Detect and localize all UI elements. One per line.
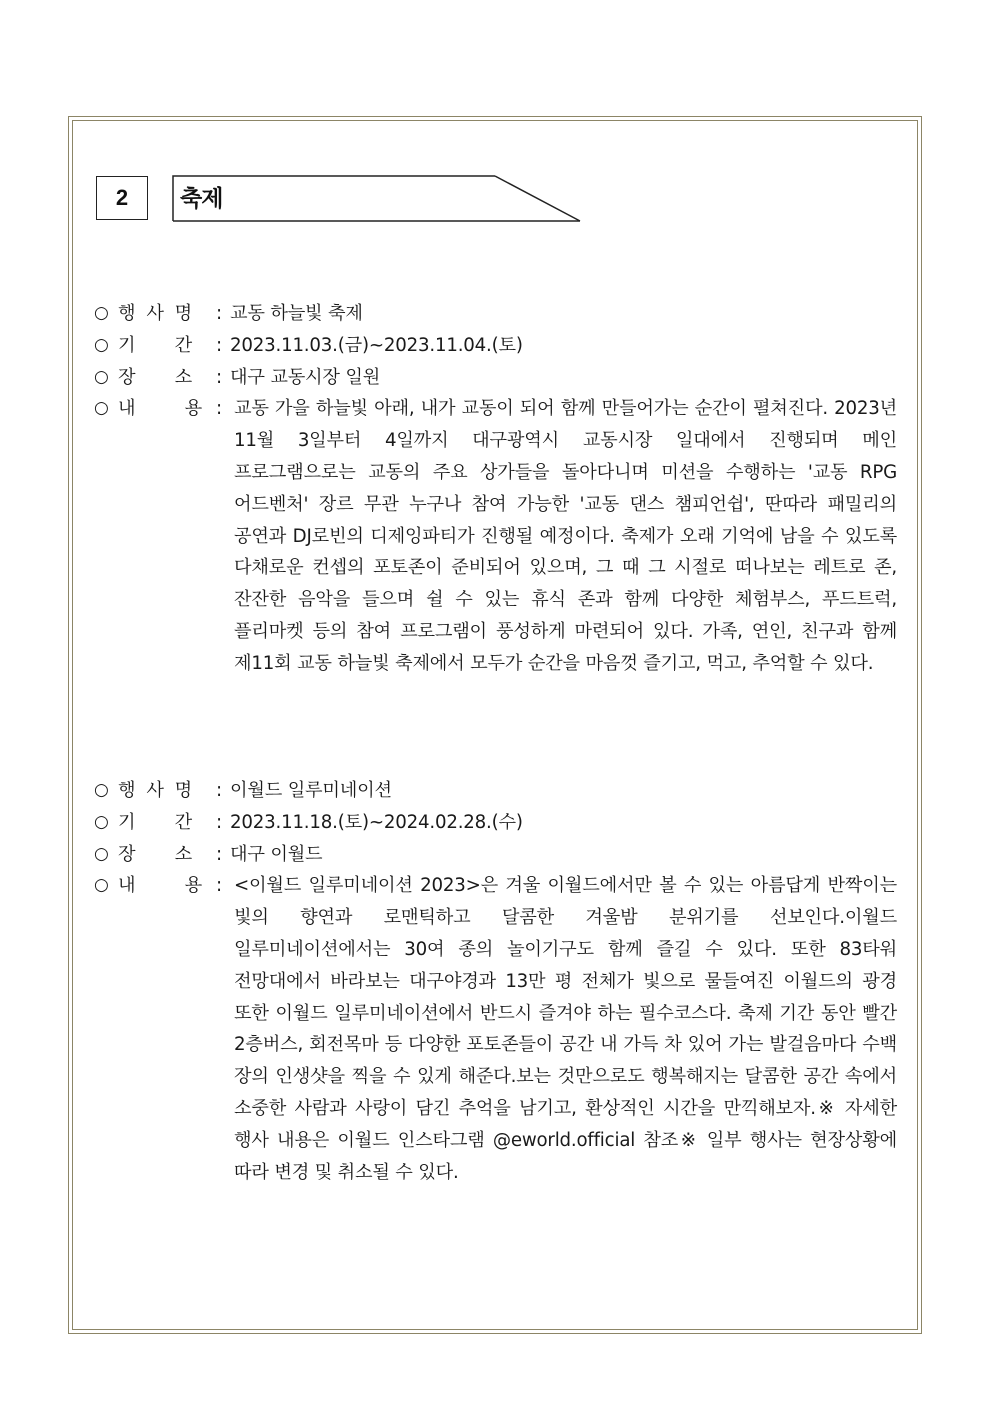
bullet-icon: ○: [94, 811, 109, 832]
label-place: [118, 362, 230, 394]
label-char: 장: [118, 843, 136, 865]
event-place: 대구 교동시장 일원: [230, 366, 381, 388]
label-char: 명: [174, 303, 192, 324]
label-content: [118, 870, 230, 902]
section-title-banner: [172, 175, 582, 223]
bullet-icon: ○: [94, 875, 109, 896]
label-colon: :: [216, 303, 222, 324]
event-content-row: [94, 393, 897, 679]
label-char: 용: [184, 398, 202, 420]
section-number: 2: [115, 185, 129, 210]
label-name: [118, 298, 230, 330]
label-char: 행: [118, 780, 136, 801]
label-char: 소: [174, 843, 192, 865]
label-char: 행: [118, 303, 136, 324]
event-name: 교동 하늘빛 축제: [230, 303, 363, 324]
label-char: 장: [118, 366, 136, 388]
event-period: 2023.11.18.(토)~2024.02.28.(수): [230, 811, 523, 833]
bullet-icon: ○: [94, 780, 109, 800]
event-name: 이월드 일루미네이션: [230, 780, 392, 801]
label-name: [118, 775, 230, 807]
bullet-icon: ○: [94, 334, 109, 355]
event-content-row: [94, 870, 897, 1188]
label-char: 사: [146, 303, 164, 324]
label-char: 내: [118, 875, 136, 897]
label-colon: :: [216, 334, 222, 356]
label-place: [118, 839, 230, 871]
label-char: 용: [184, 875, 202, 897]
event-place-row: [94, 362, 897, 394]
label-period: [118, 807, 230, 839]
section-title: 축제: [180, 186, 223, 212]
label-char: 내: [118, 398, 136, 420]
label-char: 간: [174, 334, 192, 356]
label-period: [118, 330, 230, 362]
event-block-1: [94, 298, 897, 680]
event-content: 교동 가을 하늘빛 아래, 내가 교동이 되어 함께 만들어가는 순간이 펼쳐진다. 2023년 11월 3일부터 4일까지 대구광역시 교동시장 일대에서 진행되며 메인 프로그램으로는 교동의 주요 상가들을 돌아다니며 미션을 수행하는 '교동 RPG 어드벤처' 장르 무관 누구나 참여 가능한 '교동 댄스 챔피언쉽', 딴따라 패밀리의 공연과 DJ로빈의 디제잉파티가 진행될 예정이다. 축제가 오래 기억에 남을 수 있도록 다채로운 컨셉의 포토존이 준비되어 있으며, 그 때 그 시절로 떠나보는 레트로 존, 잔잔한 음악을 들으며 쉴 수 있는 휴식 존과 함께 다양한 체험부스, 푸드트럭, 플리마켓 등의 참여 프로그램이 풍성하게 마련되어 있다. 가족, 연인, 친구과 함께 제11회 교동 하늘빛 축제에서 모두가 순간을 마음껏 즐기고, 먹고, 추억할 수 있다.: [234, 398, 897, 674]
event-period-row: [94, 807, 897, 839]
label-colon: :: [216, 811, 222, 833]
bullet-icon: ○: [94, 366, 109, 387]
event-period-row: [94, 330, 897, 362]
event-place: 대구 이월드: [230, 843, 323, 865]
bullet-icon: ○: [94, 303, 109, 323]
label-colon: :: [216, 366, 222, 388]
section-number-box: [96, 176, 148, 220]
label-char: 기: [118, 811, 136, 833]
label-char: 사: [146, 780, 164, 801]
label-colon: :: [216, 843, 222, 865]
label-char: 소: [174, 366, 192, 388]
label-colon: :: [216, 398, 222, 420]
label-colon: :: [216, 780, 222, 801]
label-char: 기: [118, 334, 136, 356]
label-char: 간: [174, 811, 192, 833]
label-content: [118, 393, 230, 425]
event-name-row: [94, 775, 897, 807]
event-period: 2023.11.03.(금)~2023.11.04.(토): [230, 334, 523, 356]
event-block-2: [94, 775, 897, 1188]
bullet-icon: ○: [94, 843, 109, 864]
event-place-row: [94, 839, 897, 871]
bullet-icon: ○: [94, 398, 109, 419]
label-colon: :: [216, 875, 222, 897]
label-char: 명: [174, 780, 192, 801]
event-content: <이월드 일루미네이션 2023>은 겨울 이월드에서만 볼 수 있는 아름답게 반짝이는 빛의 향연과 로맨틱하고 달콤한 겨울밤 분위기를 선보인다.이월드 일루미네이션에서는 30여 종의 놀이기구도 함께 즐길 수 있다. 또한 83타워 전망대에서 바라보는 대구야경과 13만 평 전체가 빛으로 물들여진 이월드의 광경 또한 이월드 일루미네이션에서 반드시 즐겨야 하는 필수코스다. 축제 기간 동안 빨간 2층버스, 회전목마 등 다양한 포토존들이 공간 내 가득 차 있어 가는 발걸음마다 수백 장의 인생샷을 찍을 수 있게 해준다.보는 것만으로도 행복해지는 달콤한 공간 속에서 소중한 사람과 사랑이 담긴 추억을 남기고, 환상적인 시간을 만끽해보자.※ 자세한 행사 내용은 이월드 인스타그램 @eworld.official 참조※ 일부 행사는 현장상황에 따라 변경 및 취소될 수 있다.: [234, 875, 897, 1183]
event-name-row: [94, 298, 897, 330]
